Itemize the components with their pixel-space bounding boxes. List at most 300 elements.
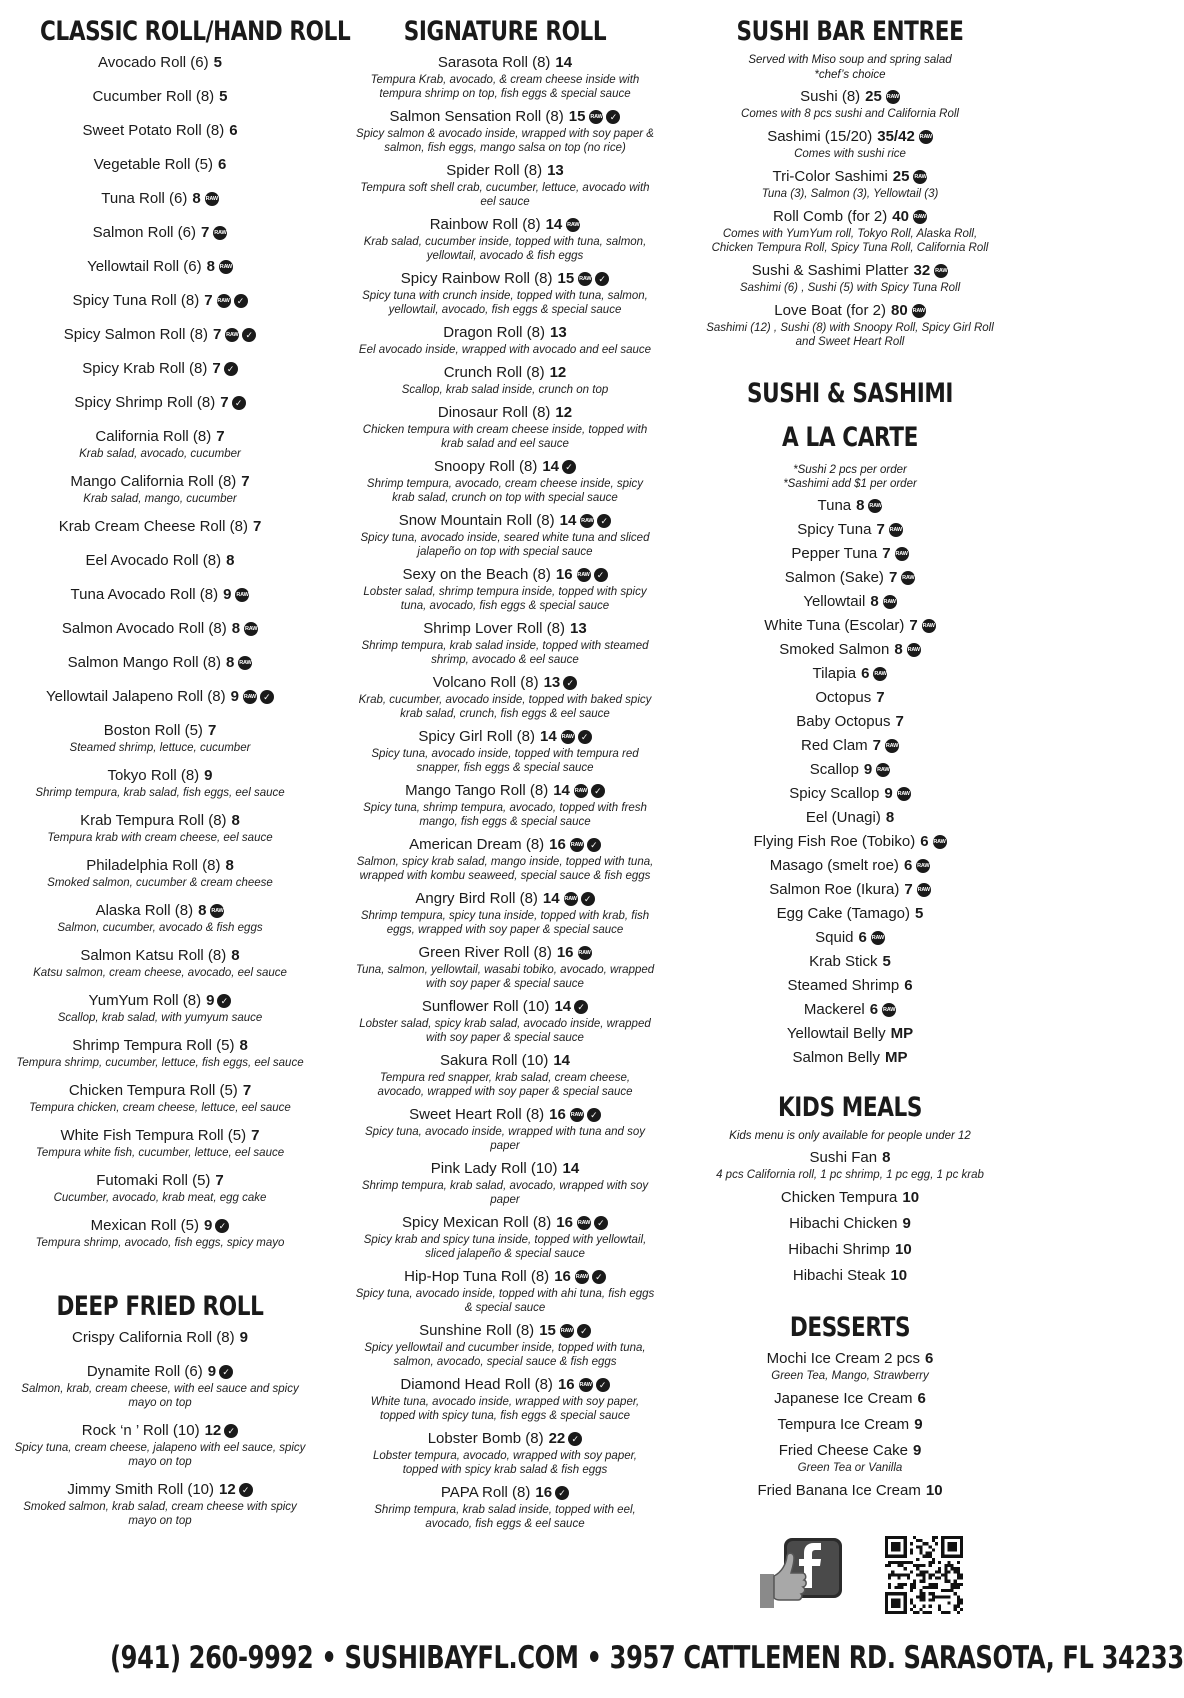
section-signature-roll xyxy=(355,16,655,1531)
raw-badge-icon: RAW xyxy=(238,656,252,670)
menu-item-fried-cheese-cake xyxy=(704,1441,996,1475)
item-name: Sushi Fan xyxy=(809,1149,878,1167)
item-name: Salmon (Sake) xyxy=(784,569,884,587)
item-name: Salmon Belly xyxy=(792,1049,881,1067)
menu-item-crunch-roll-8 xyxy=(355,363,655,397)
item-name: Baby Octopus xyxy=(796,713,891,731)
menu-item-line xyxy=(355,161,655,181)
item-name: Salmon Avocado Roll (8) xyxy=(61,620,227,638)
item-description: Spicy tuna with crunch inside, topped with tuna, salmon, yellowtail, avocado, fish eggs & special sauce xyxy=(362,290,648,317)
item-price: 6 xyxy=(903,857,913,875)
menu-item-octopus xyxy=(704,688,996,708)
menu-item-line xyxy=(10,121,310,141)
item-name: Salmon Katsu Roll (8) xyxy=(80,947,227,965)
section-title: SIGNATURE ROLL xyxy=(403,16,607,47)
menu-item-line xyxy=(704,1415,996,1435)
menu-item-egg-cake-tamago xyxy=(704,904,996,924)
raw-badge-icon: RAW xyxy=(577,1216,591,1230)
item-description: Shrimp tempura, krab salad, fish eggs, eel sauce xyxy=(35,787,285,800)
item-description: Cucumber, avocado, krab meat, egg cake xyxy=(53,1192,267,1205)
item-name: Fried Banana Ice Cream xyxy=(757,1482,921,1500)
item-name: Sarasota Roll (8) xyxy=(437,54,551,72)
item-description: Comes with YumYum roll, Tokyo Roll, Alaska Roll, Chicken Tempura Roll, Spicy Tuna Roll, California Roll xyxy=(711,227,989,254)
menu-item-line xyxy=(355,53,655,73)
item-name: Spicy Tuna xyxy=(797,521,872,539)
item-name: Sunflower Roll (10) xyxy=(421,998,550,1016)
menu-item-sweet-potato-roll-8 xyxy=(10,121,310,141)
menu-item-line xyxy=(704,167,996,187)
raw-badge-icon: RAW xyxy=(210,904,224,918)
menu-item-tuna-avocado-roll-8 xyxy=(10,585,310,605)
item-price: 15 xyxy=(539,1322,556,1340)
menu-item-line xyxy=(704,1481,996,1501)
item-name: Yellowtail xyxy=(803,593,866,611)
menu-item-line xyxy=(10,766,310,786)
menu-item-snow-mountain-roll-8 xyxy=(355,511,655,559)
menu-item-smoked-salmon xyxy=(704,640,996,660)
item-price: 16 xyxy=(549,836,566,854)
item-description: Smoked salmon, cucumber & cream cheese xyxy=(47,877,273,890)
menu-item-line xyxy=(10,291,310,311)
item-price: 80 xyxy=(891,301,908,319)
menu-item-dynamite-roll-6 xyxy=(10,1362,310,1410)
section-title: SUSHI & SASHIMI xyxy=(746,377,954,409)
spicy-pepper-icon: ✓ xyxy=(587,1108,601,1122)
menu-item-line xyxy=(10,189,310,209)
raw-badge-icon: RAW xyxy=(922,619,936,633)
item-price: 8 xyxy=(870,593,879,611)
menu-item-red-clam xyxy=(704,736,996,756)
menu-item-scallop xyxy=(704,760,996,780)
raw-badge-icon: RAW xyxy=(213,226,227,240)
menu-item-line xyxy=(10,653,310,673)
item-name: Shrimp Tempura Roll (5) xyxy=(72,1037,235,1055)
raw-badge-icon: RAW xyxy=(561,730,575,744)
item-price: 7 xyxy=(212,326,222,344)
menu-item-jimmy-smith-roll-10 xyxy=(10,1480,310,1528)
item-price: 10 xyxy=(890,1267,908,1285)
item-price: 10 xyxy=(925,1482,943,1500)
item-description: Katsu salmon, cream cheese, avocado, eel sauce xyxy=(33,967,287,980)
raw-badge-icon: RAW xyxy=(934,264,948,278)
item-name: Sweet Heart Roll (8) xyxy=(409,1106,545,1124)
raw-badge-icon: RAW xyxy=(913,210,927,224)
menu-item-mango-california-roll-8 xyxy=(10,472,310,506)
item-price: 9 xyxy=(230,688,239,706)
menu-item-line xyxy=(355,943,655,963)
item-name: Lobster Bomb (8) xyxy=(427,1430,544,1448)
menu-item-line xyxy=(355,1375,655,1395)
menu-item-white-tuna-escolar xyxy=(704,616,996,636)
section-title: KIDS MEALS xyxy=(777,1092,923,1124)
item-name: Spicy Mexican Roll (8) xyxy=(402,1214,552,1232)
spicy-pepper-icon: ✓ xyxy=(578,730,592,744)
menu-item-hibachi-shrimp xyxy=(704,1240,996,1260)
menu-item-line xyxy=(704,544,996,564)
item-price: 7 xyxy=(201,224,210,242)
item-description: Shrimp tempura, spicy tuna inside, topped with krab, fish eggs, wrapped with soy paper & special sauce xyxy=(360,910,650,937)
item-price: 6 xyxy=(858,929,867,947)
menu-item-line xyxy=(355,403,655,423)
item-name: Hibachi Chicken xyxy=(789,1215,898,1233)
menu-item-line xyxy=(704,1266,996,1286)
item-price: 7 xyxy=(242,1082,252,1100)
raw-badge-icon: RAW xyxy=(589,110,603,124)
item-price: 25 xyxy=(892,167,910,185)
menu-item-mochi-ice-cream-2-pcs xyxy=(704,1349,996,1383)
item-name: Hip-Hop Tuna Roll (8) xyxy=(404,1268,550,1286)
raw-badge-icon: RAW xyxy=(566,218,580,232)
menu-item-line xyxy=(355,727,655,747)
item-description: Tempura white fish, cucumber, lettuce, eel sauce xyxy=(35,1147,285,1160)
menu-item-spicy-tuna xyxy=(704,520,996,540)
raw-badge-icon: RAW xyxy=(570,838,584,852)
menu-item-salmon-belly xyxy=(704,1048,996,1068)
menu-item-line xyxy=(704,664,996,684)
menu-item-tri-color-sashimi xyxy=(704,167,996,201)
menu-item-line xyxy=(355,323,655,343)
menu-item-krab-cream-cheese-roll-8 xyxy=(10,517,310,537)
item-price: 7 xyxy=(876,689,885,707)
menu-item-line xyxy=(10,1081,310,1101)
item-name: Alaska Roll (8) xyxy=(95,902,194,920)
raw-badge-icon: RAW xyxy=(919,130,933,144)
menu-item-line xyxy=(355,997,655,1017)
raw-badge-icon: RAW xyxy=(580,514,594,528)
item-price: 7 xyxy=(882,545,891,563)
section-classic-roll-hand-roll xyxy=(10,16,351,1250)
item-description: Tempura Krab, avocado, & cream cheese inside with tempura shrimp on top, fish eggs & special sauce xyxy=(370,74,640,101)
menu-item-line xyxy=(704,207,996,227)
menu-item-line xyxy=(704,976,996,996)
item-name: Pepper Tuna xyxy=(791,545,878,563)
menu-item-line xyxy=(355,619,655,639)
menu-item-chicken-tempura xyxy=(704,1188,996,1208)
item-price: 5 xyxy=(915,905,924,923)
spicy-pepper-icon: ✓ xyxy=(596,1378,610,1392)
item-price: 16 xyxy=(535,1484,553,1502)
item-price: 6 xyxy=(229,122,238,140)
item-description: Salmon, krab, cream cheese, with eel sauce and spicy mayo on top xyxy=(21,1383,299,1410)
item-name: Sakura Roll (10) xyxy=(439,1052,549,1070)
item-price: 7 xyxy=(207,722,217,740)
menu-item-line xyxy=(704,1214,996,1234)
item-price: 8 xyxy=(231,620,241,638)
menu-item-line xyxy=(355,269,655,289)
menu-item-line xyxy=(355,835,655,855)
item-name: Sweet Potato Roll (8) xyxy=(82,122,225,140)
item-description: Lobster salad, spicy krab salad, avocado inside, wrapped with soy paper & special sauce xyxy=(359,1018,651,1045)
item-price: 13 xyxy=(570,620,587,638)
item-name: Snoopy Roll (8) xyxy=(433,458,538,476)
menu-item-baby-octopus xyxy=(704,712,996,732)
menu-item-yumyum-roll-8 xyxy=(10,991,310,1025)
raw-badge-icon: RAW xyxy=(917,883,931,897)
menu-item-yellowtail-belly xyxy=(704,1024,996,1044)
item-name: Boston Roll (5) xyxy=(103,722,203,740)
menu-item-line xyxy=(704,496,996,516)
item-description: Spicy tuna, avocado inside, topped with ahi tuna, fish eggs & special sauce xyxy=(355,1288,655,1315)
item-price: 15 xyxy=(568,108,586,126)
section-deep-fried-roll xyxy=(10,1261,310,1528)
item-name: Pink Lady Roll (10) xyxy=(430,1160,558,1178)
item-name: Sexy on the Beach (8) xyxy=(402,566,551,584)
raw-badge-icon: RAW xyxy=(882,1003,896,1017)
item-price: 12 xyxy=(219,1481,236,1499)
menu-item-chicken-tempura-roll-5 xyxy=(10,1081,310,1115)
menu-item-line xyxy=(355,1159,655,1179)
item-name: Eel Avocado Roll (8) xyxy=(85,552,222,570)
item-description: Tempura shrimp, avocado, fish eggs, spicy mayo xyxy=(35,1237,285,1250)
item-price: 7 xyxy=(204,292,213,310)
spicy-pepper-icon: ✓ xyxy=(587,838,601,852)
item-description: Spicy tuna, cream cheese, jalapeno with eel sauce, spicy mayo on top xyxy=(14,1442,306,1469)
menu-item-sweet-heart-roll-8 xyxy=(355,1105,655,1153)
item-price: 14 xyxy=(542,458,560,476)
menu-item-line xyxy=(704,87,996,107)
raw-badge-icon: RAW xyxy=(564,892,578,906)
menu-item-line xyxy=(10,1036,310,1056)
item-name: Dynamite Roll (6) xyxy=(86,1363,203,1381)
menu-item-line xyxy=(10,1362,310,1382)
menu-item-yellowtail xyxy=(704,592,996,612)
raw-badge-icon: RAW xyxy=(886,90,900,104)
item-description: Comes with 8 pcs sushi and California Roll xyxy=(741,107,959,120)
menu-item-eel-avocado-roll-8 xyxy=(10,551,310,571)
menu-item-line xyxy=(10,427,310,447)
item-price: 8 xyxy=(226,552,235,570)
facebook-like-icon[interactable] xyxy=(754,1536,846,1612)
spicy-pepper-icon: ✓ xyxy=(563,676,577,690)
item-name: Japanese Ice Cream xyxy=(774,1390,913,1408)
menu-item-line xyxy=(10,619,310,639)
menu-item-sakura-roll-10 xyxy=(355,1051,655,1099)
raw-badge-icon: RAW xyxy=(901,571,915,585)
item-name: Spider Roll (8) xyxy=(446,162,543,180)
menu-item-krab-tempura-roll-8 xyxy=(10,811,310,845)
menu-item-line xyxy=(704,952,996,972)
menu-item-line xyxy=(704,301,996,321)
raw-badge-icon: RAW xyxy=(244,622,258,636)
menu-item-line xyxy=(10,856,310,876)
menu-item-line xyxy=(10,517,310,537)
spicy-pepper-icon: ✓ xyxy=(219,1365,233,1379)
menu-item-crispy-california-roll-8 xyxy=(10,1328,310,1348)
item-name: Yellowtail Belly xyxy=(786,1025,886,1043)
menu-item-spicy-tuna-roll-8 xyxy=(10,291,310,311)
item-price: 25 xyxy=(865,87,882,105)
item-description: Tempura red snapper, krab salad, cream cheese, avocado, wrapped with soy paper & special sauce xyxy=(377,1072,633,1099)
item-price: 16 xyxy=(556,944,574,962)
menu-item-line xyxy=(355,781,655,801)
item-name: Tempura Ice Cream xyxy=(777,1416,910,1434)
item-price: 6 xyxy=(217,156,227,174)
menu-item-shrimp-lover-roll-8 xyxy=(355,619,655,667)
menu-item-salmon-mango-roll-8 xyxy=(10,653,310,673)
item-name: Avocado Roll (6) xyxy=(98,54,209,72)
menu-item-line xyxy=(10,325,310,345)
item-price: 7 xyxy=(241,473,250,491)
spicy-pepper-icon: ✓ xyxy=(562,460,576,474)
menu-item-yellowtail-roll-6 xyxy=(10,257,310,277)
raw-badge-icon: RAW xyxy=(868,499,882,513)
item-price: 14 xyxy=(554,998,572,1016)
item-description: Spicy tuna, avocado inside, seared white tuna and sliced jalapeño on top with special sauce xyxy=(360,532,650,559)
item-description: Spicy tuna, avocado inside, topped with tempura red snapper, fish eggs & special sauce xyxy=(371,748,639,775)
item-name: White Tuna (Escolar) xyxy=(764,617,905,635)
item-name: American Dream (8) xyxy=(409,836,545,854)
item-price: 9 xyxy=(863,761,873,779)
menu-item-line xyxy=(704,1000,996,1020)
item-name: PAPA Roll (8) xyxy=(440,1484,531,1502)
raw-badge-icon: RAW xyxy=(243,690,257,704)
menu-item-steamed-shrimp xyxy=(704,976,996,996)
menu-item-angry-bird-roll-8 xyxy=(355,889,655,937)
item-price: 6 xyxy=(920,833,929,851)
menu-item-spicy-mexican-roll-8 xyxy=(355,1213,655,1261)
item-description: Tuna, salmon, yellowtail, wasabi tobiko, avocado, wrapped with soy paper & special sauce xyxy=(355,964,655,991)
menu-item-line xyxy=(704,640,996,660)
menu-item-line xyxy=(704,928,996,948)
menu-item-line xyxy=(10,87,310,107)
raw-badge-icon: RAW xyxy=(235,588,249,602)
item-description: Comes with sushi rice xyxy=(794,147,906,160)
item-price: 12 xyxy=(549,364,567,382)
item-price: 7 xyxy=(876,521,885,539)
item-description: Smoked salmon, krab salad, cream cheese with spicy mayo on top xyxy=(23,1501,297,1528)
item-name: Cucumber Roll (8) xyxy=(92,88,215,106)
item-name: Philadelphia Roll (8) xyxy=(86,857,221,875)
item-name: Dragon Roll (8) xyxy=(443,324,546,342)
item-description: Steamed shrimp, lettuce, cucumber xyxy=(69,742,251,755)
spicy-pepper-icon: ✓ xyxy=(215,1219,229,1233)
raw-badge-icon: RAW xyxy=(578,946,592,960)
item-description: Scallop, krab salad inside, crunch on top xyxy=(401,384,609,397)
menu-item-line xyxy=(10,155,310,175)
menu-item-line xyxy=(704,856,996,876)
qr-code-icon[interactable] xyxy=(885,1536,963,1614)
item-price: 9 xyxy=(902,1215,911,1233)
menu-item-futomaki-roll-5 xyxy=(10,1171,310,1205)
spicy-pepper-icon: ✓ xyxy=(574,1000,588,1014)
menu-item-line xyxy=(10,1328,310,1348)
section-title: SUSHI BAR ENTREE xyxy=(736,16,964,47)
spicy-pepper-icon: ✓ xyxy=(242,328,256,342)
item-description: Shrimp tempura, krab salad inside, topped with steamed shrimp, avocado & eel sauce xyxy=(361,640,649,667)
menu-item-line xyxy=(704,568,996,588)
raw-badge-icon: RAW xyxy=(916,859,930,873)
raw-badge-icon: RAW xyxy=(575,1270,589,1284)
menu-item-papa-roll-8 xyxy=(355,1483,655,1531)
item-price: 8 xyxy=(885,809,895,827)
item-name: Mango Tango Roll (8) xyxy=(405,782,549,800)
menu-item-line xyxy=(704,1148,996,1168)
footer-contact: (941) 260-9992 • SUSHIBAYFL.COM • 3957 CATTLEMEN RD. SARASOTA, FL 34233 xyxy=(110,1640,1184,1676)
item-name: YumYum Roll (8) xyxy=(88,992,202,1010)
item-description: Krab salad, mango, cucumber xyxy=(83,493,237,506)
menu-item-line xyxy=(10,946,310,966)
item-price: 14 xyxy=(553,1052,571,1070)
item-description: Spicy salmon & avocado inside, wrapped with soy paper & salmon, fish eggs, mango salsa on top (no rice) xyxy=(356,128,654,155)
item-description: Spicy tuna, avocado inside, wrapped with tuna and soy paper xyxy=(364,1126,645,1153)
menu-item-california-roll-8 xyxy=(10,427,310,461)
menu-column-3 xyxy=(704,16,996,1507)
menu-item-line xyxy=(355,1051,655,1071)
menu-item-line xyxy=(10,472,310,492)
item-name: Scallop xyxy=(809,761,859,779)
item-description: Tempura shrimp, cucumber, lettuce, fish eggs, eel sauce xyxy=(16,1057,304,1070)
menu-item-cucumber-roll-8 xyxy=(10,87,310,107)
menu-item-love-boat-for-2 xyxy=(704,301,996,349)
item-price: 5 xyxy=(219,88,228,106)
item-price: 10 xyxy=(895,1241,912,1259)
item-name: California Roll (8) xyxy=(95,428,212,446)
spicy-pepper-icon: ✓ xyxy=(260,690,274,704)
item-description: Shrimp tempura, krab salad inside, topped with eel, avocado, fish eggs & eel sauce xyxy=(374,1504,636,1531)
menu-item-snoopy-roll-8 xyxy=(355,457,655,505)
item-price: 16 xyxy=(549,1106,566,1124)
item-price: 32 xyxy=(913,261,931,279)
item-price: 9 xyxy=(206,992,215,1010)
item-description: Green Tea, Mango, Strawberry xyxy=(771,1370,929,1383)
menu-item-mackerel xyxy=(704,1000,996,1020)
menu-item-line xyxy=(704,1349,996,1369)
menu-item-line xyxy=(704,832,996,852)
item-price: 7 xyxy=(252,518,262,536)
menu-item-vegetable-roll-5 xyxy=(10,155,310,175)
menu-item-line xyxy=(704,1441,996,1461)
item-name: Tuna Avocado Roll (8) xyxy=(70,586,219,604)
item-name: Masago (smelt roe) xyxy=(769,857,899,875)
item-price: 15 xyxy=(557,270,575,288)
item-name: Diamond Head Roll (8) xyxy=(400,1376,553,1394)
item-price: 14 xyxy=(545,216,563,234)
raw-badge-icon: RAW xyxy=(578,272,592,286)
item-price: 14 xyxy=(553,782,570,800)
menu-item-yellowtail-jalapeno-roll-8 xyxy=(10,687,310,707)
menu-item-line xyxy=(355,457,655,477)
item-name: Volcano Roll (8) xyxy=(432,674,539,692)
item-description: Green Tea or Vanilla xyxy=(797,1462,903,1475)
menu-item-line xyxy=(10,1126,310,1146)
item-price: 8 xyxy=(192,190,201,208)
spicy-pepper-icon: ✓ xyxy=(217,994,231,1008)
item-name: Spicy Girl Roll (8) xyxy=(418,728,535,746)
menu-item-boston-roll-5 xyxy=(10,721,310,755)
item-price: 8 xyxy=(894,641,903,659)
item-description: Tempura soft shell crab, cucumber, lettuce, avocado with eel sauce xyxy=(360,182,650,209)
item-name: Mackerel xyxy=(803,1001,865,1019)
menu-item-salmon-sake xyxy=(704,568,996,588)
spicy-pepper-icon: ✓ xyxy=(595,272,609,286)
menu-item-spider-roll-8 xyxy=(355,161,655,209)
item-name: Tri-Color Sashimi xyxy=(772,167,888,185)
spicy-pepper-icon: ✓ xyxy=(568,1432,582,1446)
spicy-pepper-icon: ✓ xyxy=(591,784,605,798)
menu-item-roll-comb-for-2 xyxy=(704,207,996,255)
item-name: Shrimp Lover Roll (8) xyxy=(423,620,566,638)
item-name: Tuna Roll (6) xyxy=(101,190,188,208)
raw-badge-icon: RAW xyxy=(907,643,921,657)
item-description: Spicy yellowtail and cucumber inside, topped with tuna, salmon, avocado, special sauce & fish eggs xyxy=(364,1342,646,1369)
menu-item-line xyxy=(10,223,310,243)
raw-badge-icon: RAW xyxy=(889,523,903,537)
item-price: 8 xyxy=(231,812,240,830)
item-name: Red Clam xyxy=(800,737,868,755)
menu-item-line xyxy=(704,760,996,780)
item-name: Krab Cream Cheese Roll (8) xyxy=(58,518,248,536)
item-name: Spicy Tuna Roll (8) xyxy=(72,292,200,310)
